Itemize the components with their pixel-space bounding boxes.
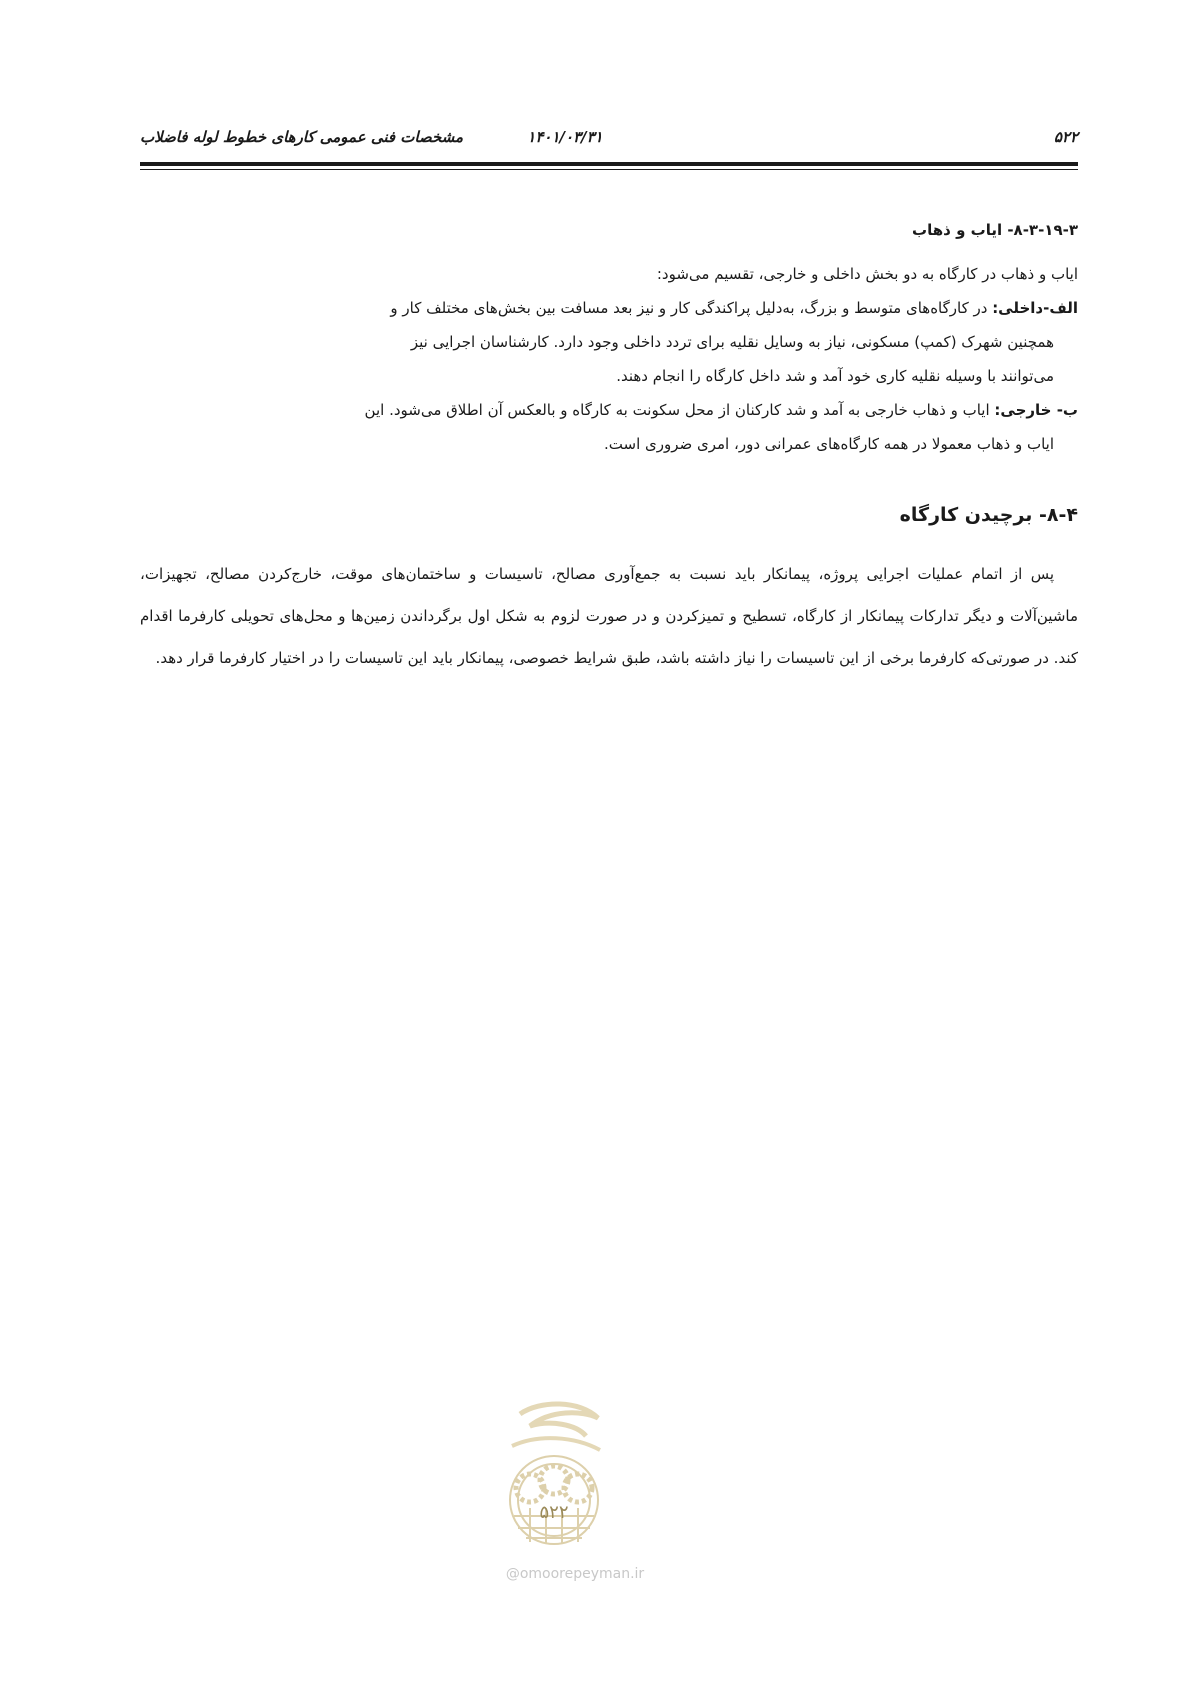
subsection-heading: ۸-۳-۱۹-۳- ایاب و ذهاب xyxy=(912,221,1078,239)
header-rule-thin xyxy=(140,169,1078,170)
list-item-label: ب- خارجی: xyxy=(994,401,1078,419)
watermark-url: @omoorepeyman.ir xyxy=(505,1566,645,1582)
list-item-line xyxy=(140,291,1078,325)
section-body-text: پس از اتمام عملیات اجرایی پروژه، پیمانکار باید نسبت به جمع‌آوری مصالح، تاسیسات و ساختمان‌های موقت، خارج‌کردن مصالح، تجهیزات، ماشین‌آلات و دیگر تدارکات پیمانکار از کارگاه، تسطیح و تمیزکردن و در صورت لزوم به شکل اول برگرداندن زمین‌ها و محل‌های تحویلی کارفرما اقدام کند. در صورتی‌که کارفرما برخی از این تاسیسات را نیاز داشته باشد، طبق شرایط خصوصی، پیمانکار باید این تاسیسات را در اختیار کارفرما قرار دهد. xyxy=(140,565,1078,667)
list-item-continuation: همچنین شهرک (کمپ) مسکونی، نیاز به وسایل نقلیه برای تردد داخلی وجود دارد. کارشناسان اجرایی نیز xyxy=(410,333,1054,351)
header-page-number: ۵۲۲ xyxy=(1053,128,1078,146)
subsection-intro: ایاب و ذهاب در کارگاه به دو بخش داخلی و خارجی، تقسیم می‌شود: xyxy=(656,265,1078,283)
list-item-text: در کارگاه‌های متوسط و بزرگ، به‌دلیل پراکندگی کار و نیز بعد مسافت بین بخش‌های مختلف کار و xyxy=(390,299,993,317)
list-item-text: ایاب و ذهاب خارجی به آمد و شد کارکنان از محل سکونت به کارگاه و بالعکس آن اطلاق می‌شود. این xyxy=(364,401,995,419)
header-title: مشخصات فنی عمومی کارهای خطوط لوله فاضلاب xyxy=(140,128,464,146)
section-body xyxy=(140,553,1078,679)
list-item-continuation: می‌توانند با وسیله نقلیه کاری خود آمد و شد داخل کارگاه را انجام دهند. xyxy=(616,367,1054,385)
seal-page-number: ۵۲۲ xyxy=(539,1502,569,1523)
list-item-line xyxy=(140,393,1078,427)
page-header xyxy=(140,128,1078,150)
seal-logo xyxy=(490,1396,618,1556)
list-item-external xyxy=(140,393,1078,461)
section-heading: ۸-۴- برچیدن کارگاه xyxy=(899,504,1078,526)
list-item-internal xyxy=(140,291,1078,393)
list-item-label: الف-داخلی: xyxy=(992,299,1078,317)
header-rule-thick xyxy=(140,162,1078,166)
page-content xyxy=(140,215,1078,679)
header-date: ۱۴۰۱/۰۳/۳۱ xyxy=(527,128,603,146)
seal-logo-icon xyxy=(490,1396,618,1556)
list-item-continuation: ایاب و ذهاب معمولا در همه کارگاه‌های عمرانی دور، امری ضروری است. xyxy=(604,435,1054,453)
